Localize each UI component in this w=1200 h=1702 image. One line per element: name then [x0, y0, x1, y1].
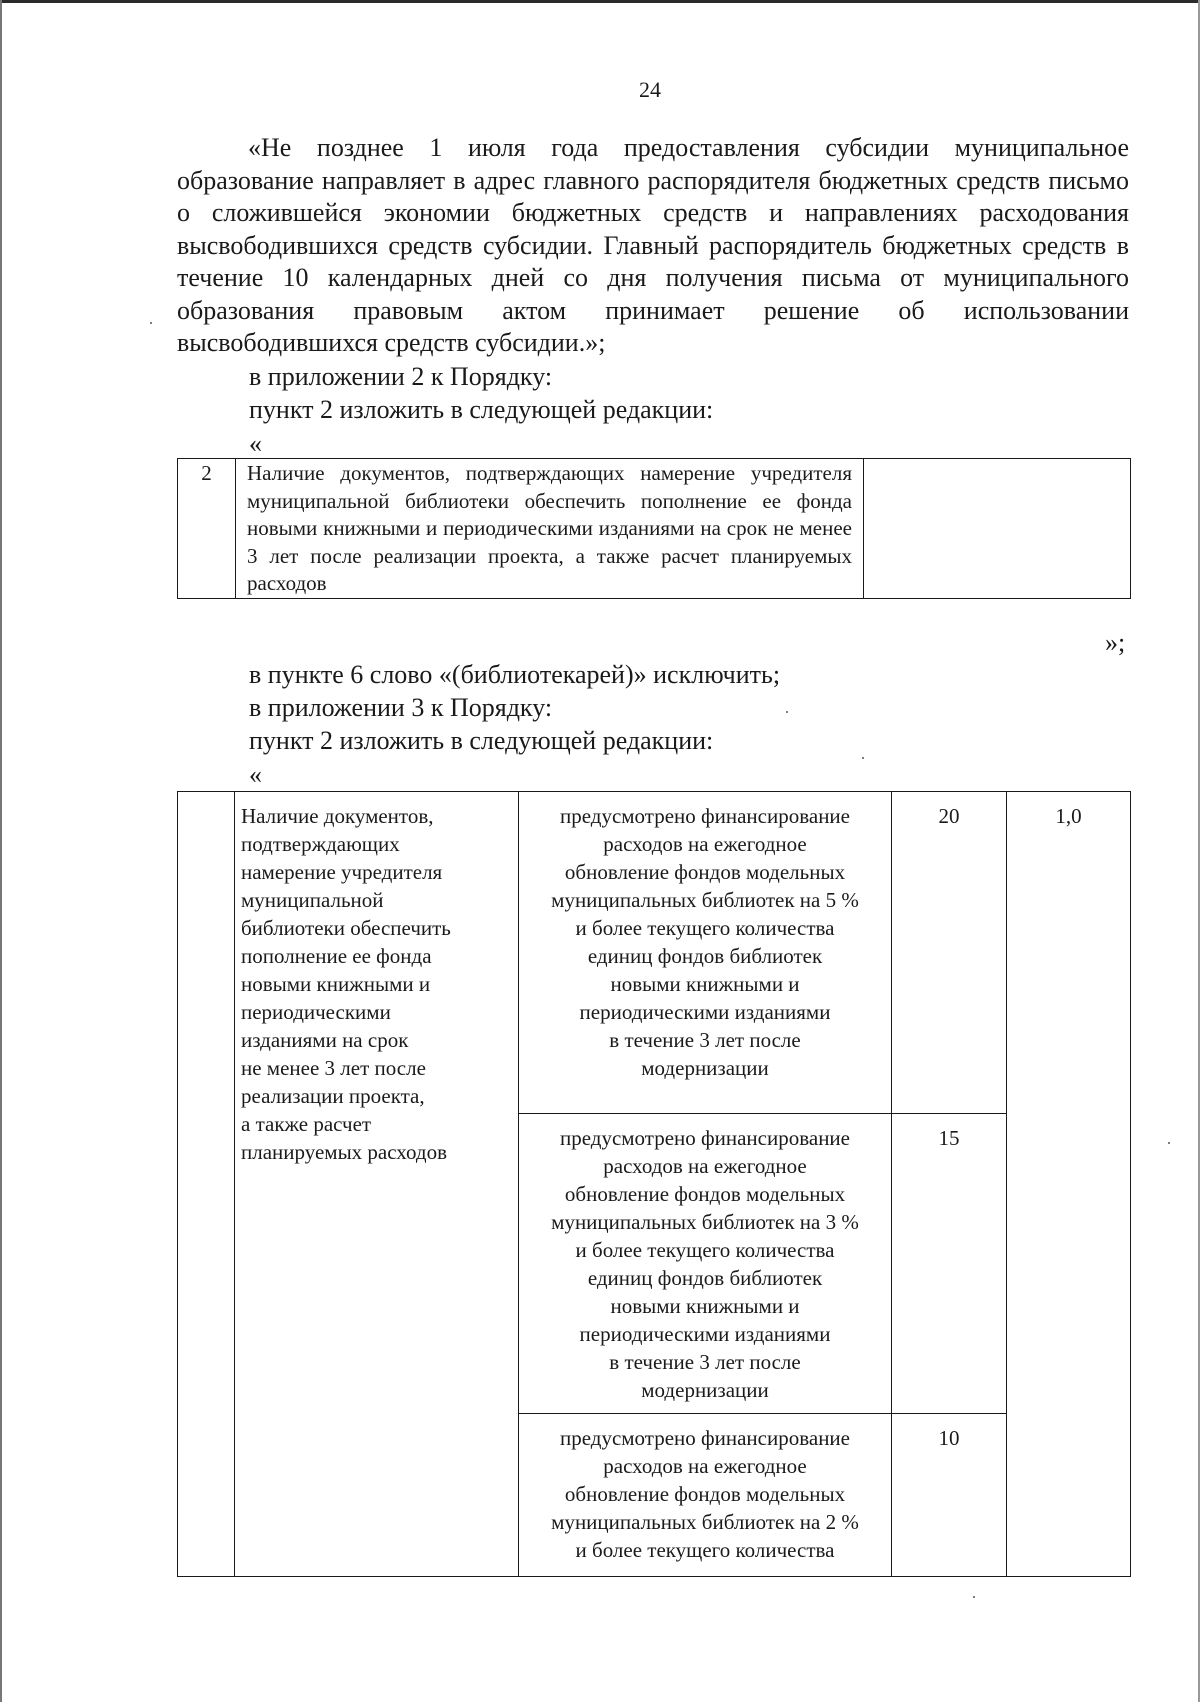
- criterion-line: планируемых расходов: [241, 1140, 447, 1164]
- condition-line: обновление фондов модельных: [564, 1482, 846, 1506]
- item-2-edit-line-2: пункт 2 изложить в следующей редакции:: [249, 726, 714, 755]
- condition-line: новыми книжными и: [610, 1294, 800, 1318]
- scan-speck: [1168, 1142, 1170, 1144]
- table1-number: 2: [178, 459, 236, 599]
- table1-text: Наличие документов, подтверждающих намерение учредителя муниципальной библиотеки обеспечить пополнение ее фонда новыми книжными и периодическими изданиями на срок не менее 3 лет после реализации проекта, а также расчет планируемых расходов: [236, 459, 864, 599]
- condition-line: периодическими изданиями: [579, 1322, 831, 1346]
- criterion-line: подтверждающих: [241, 832, 400, 856]
- scan-speck: [973, 1596, 975, 1598]
- table2-number-cell: [178, 792, 235, 1577]
- criterion-line: реализации проекта,: [241, 1084, 425, 1108]
- page-number: 24: [639, 77, 661, 102]
- quote-close-1: »;: [1105, 628, 1126, 657]
- criterion-line: новыми книжными и: [241, 972, 431, 996]
- quote-open-1: «: [249, 429, 262, 458]
- table1-value: [864, 459, 1131, 599]
- criterion-line: Наличие документов,: [241, 804, 434, 828]
- table2-criterion-cell: [235, 792, 519, 1577]
- condition-line: предусмотрено финансирование: [559, 804, 850, 828]
- condition-cell-5pct: [519, 792, 892, 1114]
- weight-cell: 1,0: [1007, 792, 1131, 1577]
- condition-line: расходов на ежегодное: [603, 1154, 807, 1178]
- condition-line: предусмотрено финансирование: [559, 1426, 850, 1450]
- scan-speck: [150, 322, 152, 324]
- criterion-line: пополнение ее фонда: [241, 944, 432, 968]
- item-6-remove-line: в пункте 6 слово «(библиотекарей)» исключить;: [249, 660, 781, 689]
- condition-cell-2pct: [519, 1414, 892, 1577]
- condition-line: периодическими изданиями: [579, 1000, 831, 1024]
- condition-line: в течение 3 лет после: [609, 1350, 801, 1374]
- condition-line: модернизации: [641, 1378, 769, 1402]
- condition-cell-3pct: [519, 1114, 892, 1414]
- condition-line: и более текущего количества: [575, 1238, 835, 1262]
- condition-line: единиц фондов библиотек: [587, 1266, 823, 1290]
- condition-line: обновление фондов модельных: [564, 1182, 846, 1206]
- condition-line: в течение 3 лет после: [609, 1028, 801, 1052]
- score-cell: 10: [892, 1414, 1007, 1577]
- criterion-line: намерение учредителя: [241, 860, 443, 884]
- condition-line: и более текущего количества: [575, 1538, 835, 1562]
- scan-speck: [862, 757, 864, 759]
- criterion-line: не менее 3 лет после: [241, 1056, 426, 1080]
- score-cell: 20: [892, 792, 1007, 1114]
- criterion-line: периодическими: [241, 1000, 391, 1024]
- condition-line: предусмотрено финансирование: [559, 1126, 850, 1150]
- table-row: [178, 792, 1131, 1114]
- table-appendix-2: [177, 458, 1131, 599]
- criterion-line: а также расчет: [241, 1112, 372, 1136]
- criterion-line: изданиями на срок: [241, 1028, 409, 1052]
- scan-speck: [786, 711, 788, 713]
- condition-line: муниципальных библиотек на 5 %: [551, 888, 859, 912]
- quote-open-2: «: [249, 760, 262, 789]
- table-row: [178, 459, 1131, 599]
- appendix-2-line: в приложении 2 к Порядку:: [249, 362, 553, 391]
- condition-line: муниципальных библиотек на 2 %: [551, 1510, 859, 1534]
- condition-line: муниципальных библиотек на 3 %: [551, 1210, 859, 1234]
- intro-paragraph: «Не позднее 1 июля года предоставления субсидии муниципальное образование направляет в адрес главного распорядителя бюджетных средств письмо о сложившейся экономии бюджетных средств и направлениях расходования высвободившихся средств субсидии. Главный распорядитель бюджетных средств в течение 10 календарных дней со дня получения письма от муниципального образования правовым актом принимает решение об использовании высвободившихся средств субсидии.»;: [177, 133, 1129, 357]
- condition-line: расходов на ежегодное: [603, 832, 807, 856]
- appendix-3-line: в приложении 3 к Порядку:: [249, 693, 553, 722]
- table-appendix-3: [177, 791, 1131, 1577]
- condition-line: обновление фондов модельных: [564, 860, 846, 884]
- condition-line: единиц фондов библиотек: [587, 944, 823, 968]
- score-cell: 15: [892, 1114, 1007, 1414]
- item-2-edit-line: пункт 2 изложить в следующей редакции:: [249, 395, 714, 424]
- scan-left-edge: [0, 0, 2, 1702]
- criterion-line: муниципальной: [241, 888, 384, 912]
- condition-line: модернизации: [641, 1056, 769, 1080]
- condition-line: расходов на ежегодное: [603, 1454, 807, 1478]
- condition-line: новыми книжными и: [610, 972, 800, 996]
- condition-line: и более текущего количества: [575, 916, 835, 940]
- criterion-line: библиотеки обеспечить: [241, 916, 451, 940]
- scan-top-edge: [0, 0, 1200, 3]
